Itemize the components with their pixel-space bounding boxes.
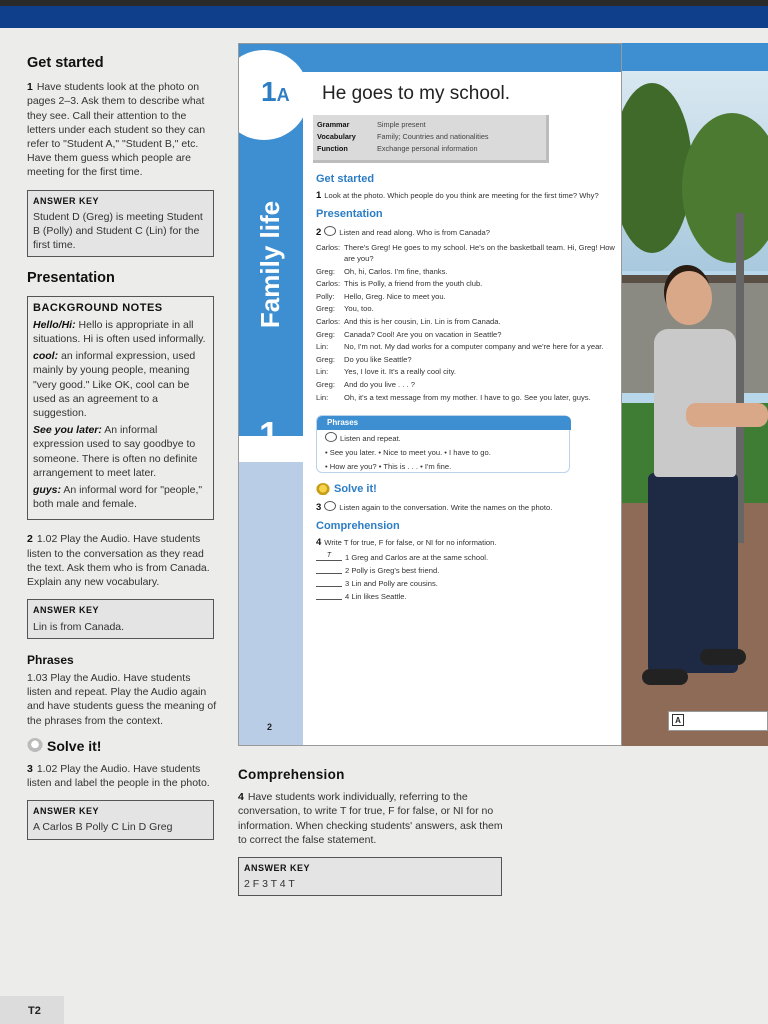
answer-key-title: ANSWER KEY [33, 195, 100, 206]
tf-statement: 2 Polly is Greg's best friend. [345, 566, 440, 576]
unit-title: Family life [255, 200, 286, 328]
item-text: Have students look at the photo on pages 2–3. Ask them to describe what they see. Call their attention to the letters under each student so they can refer to "Student A," "Student B," etc. Have them guess which people are meeting for the first time. [27, 81, 206, 179]
focus-key: Vocabulary [317, 132, 356, 141]
dialogue-line [316, 316, 616, 327]
item-text: 1.02 Play the Audio. Have students listen to the conversation as they read the text. Ask them who is from Canada. Explain any new vocabulary. [27, 533, 210, 589]
item-text: 1.02 Play the Audio. Have students listen and label the people in the photo. [27, 762, 210, 789]
question-text: Write T for true, F for false, or NI for no information. [324, 538, 497, 548]
speaker: Greg: [316, 304, 335, 314]
background-entry [33, 349, 208, 420]
focus-value: Family; Countries and nationalities [377, 132, 489, 141]
line-text: And do you live . . . ? [344, 379, 415, 389]
answer-key-box [27, 190, 214, 258]
solve-it-label: Solve it! [47, 737, 102, 754]
speaker: Lin: [316, 367, 329, 377]
speaker: Greg: [316, 329, 335, 339]
line-text: And this is her cousin, Lin. Lin is from Canada. [344, 316, 501, 326]
background-term: guys: [33, 484, 62, 497]
get-started-heading: Get started [27, 55, 104, 71]
speaker: Carlos: [316, 316, 341, 326]
answer-key-title: ANSWER KEY [33, 605, 100, 616]
phrases-box [316, 415, 570, 473]
line-text: You, too. [344, 304, 374, 314]
item-number: 4 [238, 791, 244, 804]
dialogue-line [316, 278, 616, 289]
unit-title-wrap [241, 174, 301, 354]
focus-key: Function [317, 144, 348, 153]
dialogue-line [316, 242, 616, 264]
dialogue-line [316, 366, 616, 377]
speaker: Lin: [316, 342, 329, 352]
line-text: There's Greg! He goes to my school. He's on the basketball team. Hi, Greg! How are you? [344, 242, 615, 264]
answer-key-text: A Carlos B Polly C Lin D Greg [33, 821, 173, 834]
comprehension-heading: Comprehension [238, 767, 345, 782]
speaker: Carlos: [316, 279, 341, 289]
photo-shoe [700, 649, 746, 665]
sb-get-started-heading: Get started [316, 173, 375, 185]
item-text: Have students work individually, referring to the conversation, to write T for true, F for false, or NI for no information. When checking students' answers, ask them to correct the false statement. [238, 791, 503, 846]
photo-label-letter: A [672, 714, 684, 726]
audio-icon[interactable] [325, 432, 337, 442]
focus-value: Exchange personal information [377, 144, 478, 153]
phrases-heading: Phrases [27, 652, 74, 667]
speaker: Lin: [316, 392, 329, 402]
lesson-title: He goes to my school. [322, 83, 510, 104]
answer-key-title: ANSWER KEY [33, 806, 100, 817]
question-number: 3 [316, 501, 322, 513]
spine-lower-panel [239, 462, 303, 746]
answer-blank[interactable] [316, 565, 342, 574]
phrases-tag: Phrases [317, 416, 571, 430]
speaker: Polly: [316, 291, 335, 301]
answer-key-box [238, 857, 502, 896]
question-text: Listen again to the conversation. Write the names on the photo. [339, 502, 553, 512]
line-text: This is Polly, a friend from the youth club. [344, 279, 483, 289]
student-book-page [238, 43, 622, 746]
top-band [0, 0, 768, 28]
background-text: An informal expression used to say goodbye to someone. There is often no definite arrangement to meet later. [33, 424, 198, 479]
background-entry [33, 423, 208, 480]
unit-number: 1 [259, 414, 280, 455]
question-text: Listen and read along. Who is from Canada? [339, 227, 490, 237]
line-text: Hello, Greg. Nice to meet you. [344, 291, 446, 301]
phrases-instruction: Listen and repeat. [340, 433, 401, 443]
line-text: Canada? Cool! Are you on vacation in Seattle? [344, 329, 502, 339]
dialogue-line [316, 341, 616, 352]
lightbulb-icon [27, 738, 43, 754]
question-text: Look at the photo. Which people do you think are meeting for the first time? Why? [324, 191, 599, 201]
lightbulb-icon [316, 483, 330, 497]
answer-key-box [27, 800, 214, 839]
line-text: Oh, hi, Carlos. I'm fine, thanks. [344, 266, 448, 276]
teacher-notes-column [27, 56, 217, 854]
answer-key-box [27, 599, 214, 638]
solve-it-heading [27, 738, 217, 754]
background-notes-box [27, 296, 214, 521]
sb-question [316, 537, 616, 548]
lesson-body [316, 174, 616, 604]
answer-key-text: Lin is from Canada. [33, 620, 125, 633]
line-text: Do you like Seattle? [344, 354, 412, 364]
question-number: 1 [316, 190, 322, 202]
presentation-item [27, 532, 217, 589]
focus-row [317, 119, 542, 131]
item-number: 1 [27, 81, 33, 94]
focus-value: Simple present [377, 120, 426, 129]
speaker: Greg: [316, 354, 335, 364]
answer-blank[interactable] [316, 591, 342, 600]
comprehension-item [238, 790, 508, 847]
background-term: See you later: [33, 424, 102, 437]
sb-comprehension-heading: Comprehension [316, 519, 400, 532]
item-number: 2 [27, 533, 33, 546]
background-entry [33, 318, 208, 346]
answer-blank[interactable] [316, 578, 342, 587]
photo-boy-pants [648, 473, 738, 673]
tf-item [316, 578, 616, 589]
line-text: No, I'm not. My dad works for a computer company and we're here for a year. [344, 342, 604, 352]
get-started-item [27, 80, 217, 179]
focus-row [317, 143, 542, 155]
solve-it-label: Solve it! [334, 483, 377, 496]
answer-key-title: ANSWER KEY [244, 863, 311, 874]
tf-statement: 4 Lin likes Seattle. [345, 592, 407, 602]
solve-it-item [27, 762, 217, 790]
line-text: Oh, it's a text message from my mother. I have to go. See you later, guys. [344, 392, 591, 402]
dialogue-line [316, 379, 616, 390]
photo-boy-arm [686, 403, 768, 427]
sb-question [316, 501, 616, 513]
footer-page-number: T2 [0, 996, 64, 1024]
background-entry [33, 483, 208, 511]
photo-boy-head [666, 271, 712, 325]
lesson-number: 1A [261, 76, 290, 107]
tf-statement: 3 Lin and Polly are cousins. [345, 579, 438, 589]
speaker: Greg: [316, 379, 335, 389]
focus-row [317, 131, 542, 143]
photo-header-bar [622, 43, 768, 71]
presentation-heading: Presentation [27, 270, 115, 287]
dialogue-line [316, 291, 616, 302]
tf-item [316, 565, 616, 576]
photo-shoe [642, 669, 688, 685]
page-number: 2 [267, 722, 273, 732]
dialogue-line [316, 266, 616, 277]
dialogue-line [316, 303, 616, 314]
sb-presentation-heading: Presentation [316, 208, 383, 221]
tf-item [316, 591, 616, 602]
focus-key: Grammar [317, 120, 350, 129]
phrases-row: • See you later. • Nice to meet you. • I have to go. [325, 447, 491, 457]
dialogue [316, 242, 616, 403]
phrases-text: 1.03 Play the Audio. Have students listen and repeat. Play the Audio again and have students guess the meaning of the phrases from the context. [27, 671, 217, 727]
sb-question [316, 226, 616, 238]
background-term: Hello/Hi: [33, 318, 76, 331]
speaker: Greg: [316, 266, 335, 276]
lesson-letter: A [276, 85, 290, 105]
dialogue-line [316, 354, 616, 365]
answer-key-text: 2 F 3 T 4 T [244, 878, 295, 891]
question-number: 2 [316, 226, 322, 238]
item-number: 3 [27, 762, 33, 775]
phrases-instruction-row [325, 432, 561, 444]
speaker: Carlos: [316, 242, 341, 252]
lesson-focus-box [313, 115, 549, 163]
tf-statement: 1 Greg and Carlos are at the same school. [345, 553, 489, 563]
phrases-row: • How are you? • This is . . . • I'm fine. [325, 462, 452, 472]
background-text: an informal expression, used mainly by young people, meaning "very good." Like OK, cool can be used as an agreement to a suggestion. [33, 350, 196, 420]
audio-icon[interactable] [324, 501, 336, 511]
background-text: Hello is appropriate in all situations. Hi is often used informally. [33, 318, 206, 346]
background-text: An informal word for "people," both male and female. [33, 484, 203, 511]
sb-question [316, 190, 616, 201]
answer-blank[interactable]: T [316, 552, 342, 561]
line-text: Yes, I love it. It's a really cool city. [344, 367, 457, 377]
comprehension-notes [238, 768, 508, 910]
audio-icon[interactable] [324, 226, 336, 236]
dialogue-line [316, 329, 616, 340]
dialogue-line [316, 392, 616, 403]
tf-item [316, 552, 616, 563]
answer-key-text: Student D (Greg) is meeting Student B (Polly) and Student C (Lin) for the first time. [33, 210, 203, 252]
background-notes-title: BACKGROUND NOTES [33, 301, 163, 314]
background-term: cool: [33, 350, 59, 363]
photo-label-box[interactable] [668, 711, 768, 731]
question-number: 4 [316, 537, 322, 549]
photo-students [622, 43, 768, 746]
sb-solve-it-heading [316, 483, 616, 497]
